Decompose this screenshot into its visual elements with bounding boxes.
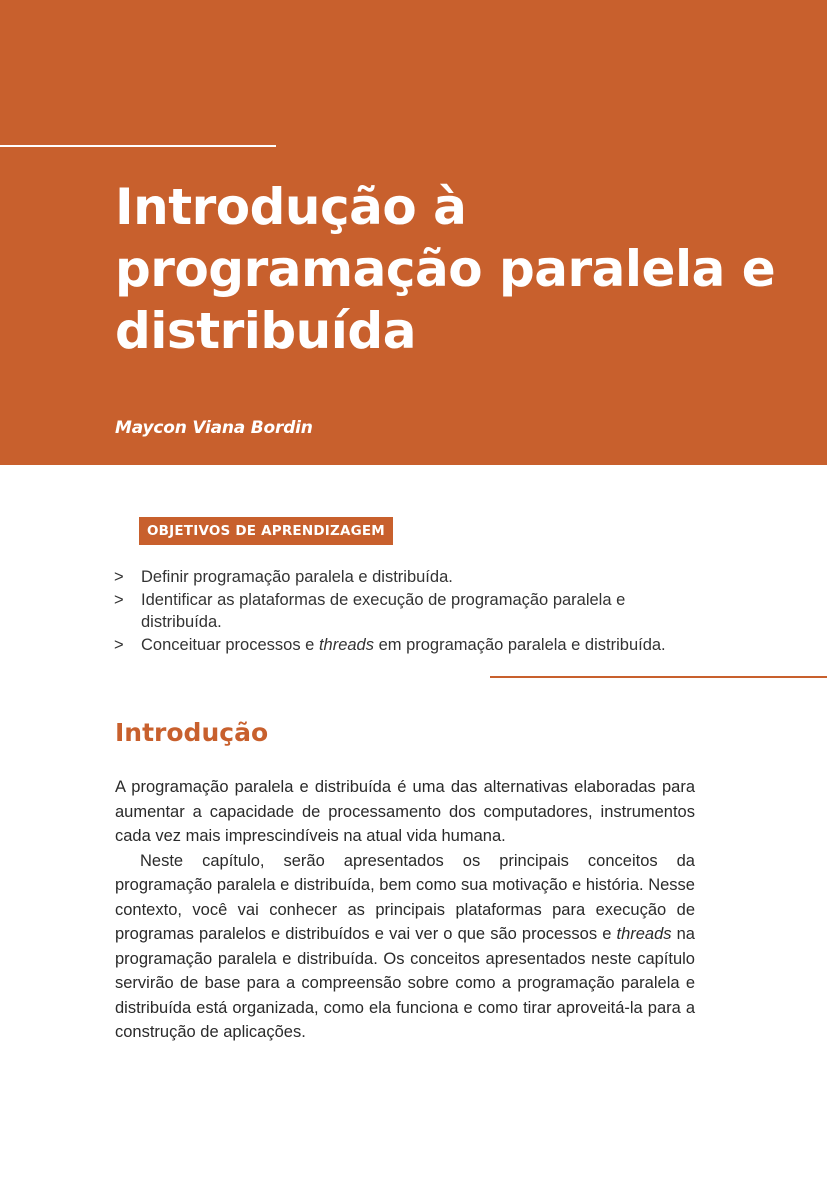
emphasis-term: threads xyxy=(616,925,672,943)
section-heading: Introdução xyxy=(115,718,269,747)
objective-item xyxy=(114,566,704,589)
section-body xyxy=(115,775,695,1045)
objective-item xyxy=(114,589,704,634)
chapter-header-banner xyxy=(0,0,827,465)
list-marker-icon: > xyxy=(114,590,124,609)
objectives-label: OBJETIVOS DE APRENDIZAGEM xyxy=(139,517,393,545)
body-paragraph: A programação paralela e distribuída é uma das alternativas elaboradas para aumentar a capacidade de processamento dos computadores, instrumentos cada vez mais imprescindíveis na atual vida humana. xyxy=(115,778,695,845)
objectives-divider-line xyxy=(490,676,827,678)
objectives-list xyxy=(114,566,704,656)
emphasis-term: threads xyxy=(318,635,374,654)
list-marker-icon: > xyxy=(114,568,124,586)
body-paragraph: Neste capítulo, serão apresentados os principais conceitos da programação paralela e distribuída, bem como sua motivação e história. Nesse contexto, você vai conhecer as principais plataformas para execução de programas paralelos e distribuídos e vai ver o que são processos e threads na programação paralela e distribuída. Os conceitos apresentados neste capítulo servirão de base para a compreensão sobre como a programação paralela e distribuída está organizada, como ela funciona e como tirar aproveitá-la para a construção de aplicações. xyxy=(115,851,695,1041)
objective-text: Definir programação paralela e distribuída. xyxy=(141,568,453,586)
objective-text: Identificar as plataformas de execução de programação paralela e distribuída. xyxy=(141,590,626,631)
objective-item xyxy=(114,634,704,657)
author-name: Maycon Viana Bordin xyxy=(115,418,313,438)
header-divider-line xyxy=(0,145,276,147)
list-marker-icon: > xyxy=(114,635,124,654)
chapter-title: Introdução à programação paralela e distribuída xyxy=(115,178,776,360)
objective-text: Conceituar processos e threads em programação paralela e distribuída. xyxy=(141,635,666,654)
